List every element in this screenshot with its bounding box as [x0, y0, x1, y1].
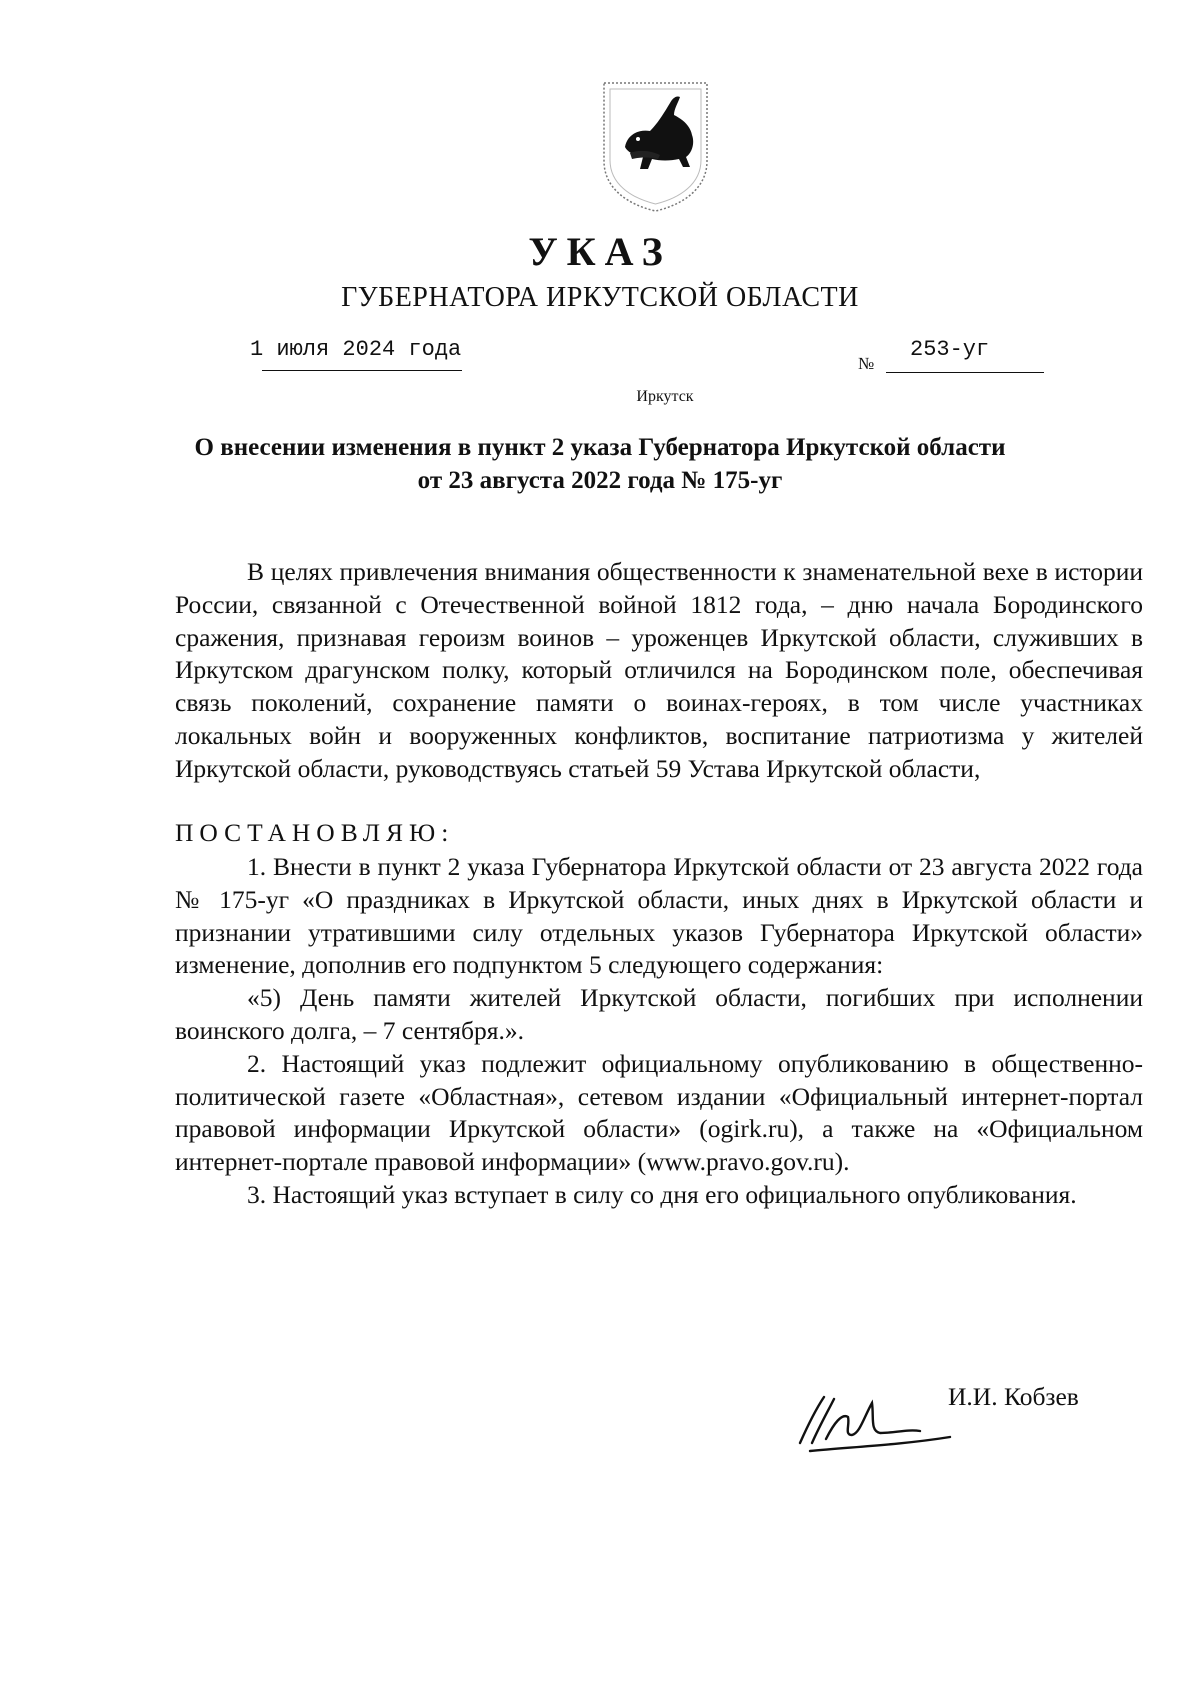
decree-date: 1 июля 2024 года — [250, 337, 462, 362]
item-1-quote: «5) День памяти жителей Иркутской области, погибших при исполнении воинского долга, – 7 сентября.». — [175, 983, 1143, 1045]
preamble: В целях привлечения внимания общественности к знаменательной вехе в истории России, связанной с Отечественной войной 1812 года, – дню начала Бородинского сражения, признавая героизм воинов – уроженцев Иркутской области, служивших в Иркутском драгунском полку, который отличился на Бородинском поле, обеспечивая связь поколений, сохранение памяти о воинах-героях, в том числе участниках локальных войн и вооруженных конфликтов, воспитание патриотизма у жителей Иркутской области, руководствуясь статьей 59 Устава Иркутской области, — [175, 557, 1143, 783]
handwritten-signature — [790, 1373, 960, 1458]
signer-name: И.И. Кобзев — [948, 1382, 1079, 1411]
number-sign: № — [858, 354, 875, 373]
item-2: 2. Настоящий указ подлежит официальному опубликованию в общественно-политической газете «Областная», сетевом издании «Официальный интернет-портал правовой информации Иркутской области» (ogirk.ru), а также на «Официальном интернет-портале правовой информации» (www.pravo.gov.ru). — [175, 1048, 1143, 1177]
decree-number: 253-уг — [910, 337, 990, 362]
city: Иркутск — [636, 388, 694, 405]
number-underline — [886, 372, 1044, 373]
item-3: 3. Настоящий указ вступает в силу со дня его официального опубликования. — [247, 1179, 1077, 1209]
document-type: УКАЗ — [528, 229, 672, 274]
subject-line-2: от 23 августа 2022 года № 175-уг — [417, 467, 783, 494]
decree-items — [175, 851, 1143, 1212]
date-underline — [262, 370, 462, 371]
issuer-title: ГУБЕРНАТОРА ИРКУТСКОЙ ОБЛАСТИ — [341, 282, 859, 313]
decree-word: ПОСТАНОВЛЯЮ: — [175, 818, 455, 847]
subject-line-1: О внесении изменения в пункт 2 указа Губернатора Иркутской области — [194, 434, 1006, 461]
coat-of-arms-icon — [600, 77, 711, 214]
item-1: 1. Внести в пункт 2 указа Губернатора Иркутской области от 23 августа 2022 года № 175-уг «О праздниках в Иркутской области, иных днях в Иркутской области и признании утратившими силу отдельных указов Губернатора Иркутской области» изменение, дополнив его подпунктом 5 следующего содержания: — [175, 852, 1143, 980]
preamble-block — [175, 556, 1143, 786]
